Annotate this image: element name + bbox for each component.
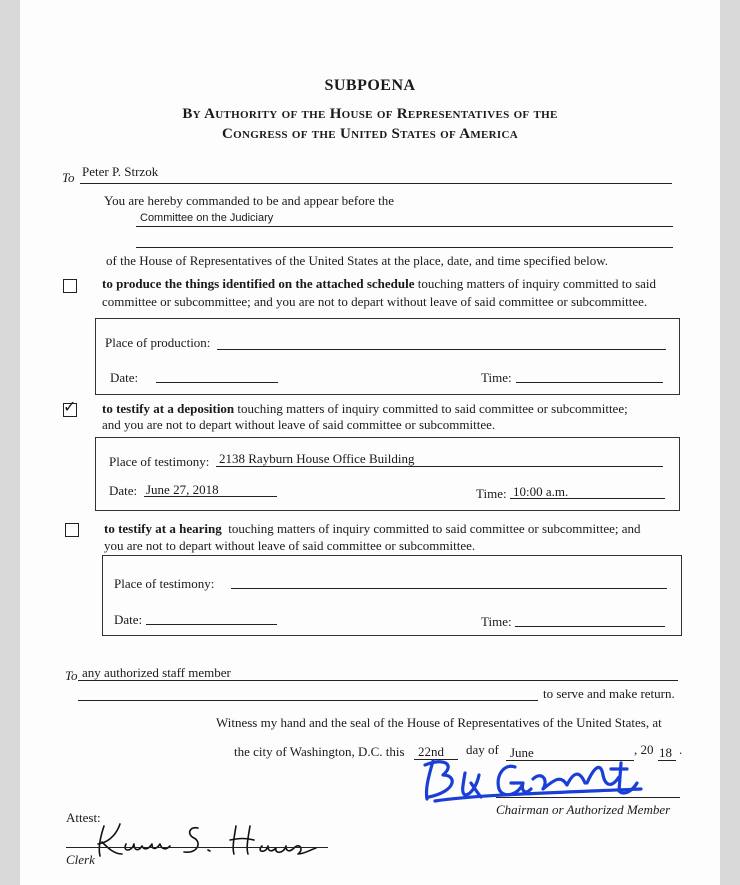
witness-day: 22nd	[418, 744, 444, 759]
hearing-date-label: Date:	[114, 612, 143, 627]
subpoena-page	[20, 0, 720, 885]
clerk-line	[66, 847, 328, 848]
serve-recipient-line	[78, 680, 678, 681]
document-title: SUBPOENA	[324, 77, 416, 94]
hearing-time-line	[515, 626, 665, 627]
hearing-place-line	[231, 588, 667, 589]
witness-day-of: day of	[466, 742, 499, 757]
production-time-line	[516, 382, 663, 383]
commanded-text: You are hereby commanded to be and appear before the	[104, 193, 394, 208]
hearing-place-label: Place of testimony:	[114, 576, 215, 591]
production-date-line	[156, 382, 278, 383]
production-place-line	[217, 349, 666, 350]
deposition-box	[95, 437, 680, 511]
produce-checkbox[interactable]	[63, 279, 77, 293]
deposition-text-line1	[102, 401, 628, 417]
deposition-place-line	[216, 466, 663, 467]
hearing-text-line1	[104, 521, 641, 537]
authority-line-1: By Authority of the House of Representatives of the	[182, 106, 558, 122]
deposition-place-label: Place of testimony:	[109, 454, 210, 469]
deposition-time-line	[510, 498, 665, 499]
witness-line-2-prefix: the city of Washington, D.C. this	[234, 744, 405, 759]
committee-name: Committee on the Judiciary	[140, 212, 274, 224]
hearing-text-line2: you are not to depart without leave of said committee or subcommittee.	[104, 538, 476, 553]
witness-year-prefix: , 20	[634, 742, 654, 757]
deposition-date-label: Date:	[109, 483, 138, 498]
deposition-date-line	[144, 496, 277, 497]
recipient-line	[80, 183, 672, 184]
hearing-rest: touching matters of inquiry committed to said committee or subcommittee; and	[221, 521, 641, 536]
produce-text-line2: committee or subcommittee; and you are not to depart without leave of said committee or subcommittee.	[102, 294, 648, 309]
deposition-rest: touching matters of inquiry committed to said committee or subcommittee;	[234, 401, 628, 416]
clerk-signature	[90, 820, 330, 860]
production-box	[95, 318, 680, 395]
produce-rest: touching matters of inquiry committed to said	[414, 276, 657, 291]
serve-recipient: any authorized staff member	[82, 665, 231, 680]
house-text: of the House of Representatives of the United States at the place, date, and time specified below.	[106, 253, 609, 268]
to-label: To	[62, 170, 75, 185]
hearing-box	[102, 555, 682, 636]
witness-year-suffix: 18	[659, 745, 672, 760]
authority-line-2: Congress of the United States of America	[222, 126, 518, 142]
produce-bold: to produce the things identified on the attached schedule	[102, 276, 415, 291]
hearing-checkbox[interactable]	[65, 523, 79, 537]
production-date-label: Date:	[110, 370, 139, 385]
deposition-bold: to testify at a deposition	[102, 401, 235, 416]
deposition-date-value: June 27, 2018	[146, 482, 219, 497]
deposition-time-label: Time:	[476, 486, 507, 501]
serve-return-text: to serve and make return.	[543, 686, 675, 701]
deposition-place-value: 2138 Rayburn House Office Building	[219, 451, 415, 466]
hearing-time-label: Time:	[481, 614, 512, 629]
chairman-label: Chairman or Authorized Member	[496, 802, 671, 817]
deposition-checkbox[interactable]	[63, 397, 77, 417]
committee-line	[136, 226, 673, 227]
witness-period: .	[679, 742, 683, 757]
chairman-signature	[415, 755, 655, 807]
production-time-label: Time:	[481, 370, 512, 385]
committee-line-2	[136, 247, 673, 248]
chairman-line	[496, 797, 680, 798]
deposition-time-value: 10:00 a.m.	[513, 484, 569, 499]
deposition-text-line2: and you are not to depart without leave of said committee or subcommittee.	[102, 417, 496, 432]
produce-text-line1	[102, 276, 656, 292]
hearing-date-line	[146, 624, 277, 625]
checkmark-icon: ✓	[63, 397, 77, 416]
production-place-label: Place of production:	[105, 335, 211, 350]
serve-second-line	[78, 700, 538, 701]
witness-month: June	[510, 745, 534, 760]
witness-line-1: Witness my hand and the seal of the House of Representatives of the United States, at	[216, 715, 662, 730]
hearing-bold: to testify at a hearing	[104, 521, 222, 536]
attest-label: Attest:	[66, 810, 101, 825]
clerk-label: Clerk	[66, 852, 95, 867]
witness-year-line	[658, 760, 676, 761]
serve-to-label: To	[65, 668, 78, 683]
recipient-name: Peter P. Strzok	[82, 164, 159, 179]
